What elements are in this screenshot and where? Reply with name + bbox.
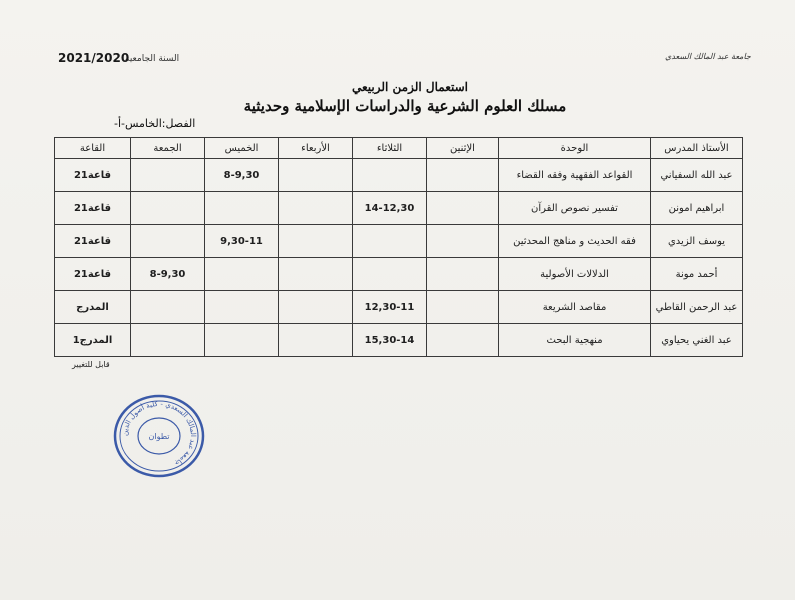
header-tuesday: الثلاثاء — [353, 138, 427, 159]
table-row — [55, 192, 743, 225]
room-cell: المدرج1 — [55, 324, 131, 357]
module-cell: مقاصد الشريعة — [499, 291, 651, 324]
module-cell: منهجية البحث — [499, 324, 651, 357]
table-row — [55, 258, 743, 291]
friday-cell — [131, 225, 205, 258]
teacher-cell: عبد الرحمن القاطي — [651, 291, 743, 324]
header-friday: الجمعة — [131, 138, 205, 159]
friday-cell — [131, 159, 205, 192]
thursday-cell: 8-9,30 — [205, 159, 279, 192]
module-cell: تفسير نصوص القرآن — [499, 192, 651, 225]
table-row — [55, 291, 743, 324]
teacher-cell: ابراهيم امونن — [651, 192, 743, 225]
thursday-cell — [205, 291, 279, 324]
semester-section-label: الفصل:الخامس-أ- — [114, 117, 196, 130]
module-cell: الدلالات الأصولية — [499, 258, 651, 291]
header-thursday: الخميس — [205, 138, 279, 159]
monday-cell — [427, 159, 499, 192]
title-line-1: استعمال الزمن الربيعي — [351, 80, 468, 94]
wednesday-cell — [279, 159, 353, 192]
monday-cell — [427, 258, 499, 291]
thursday-cell: 9,30-11 — [205, 225, 279, 258]
table-row — [55, 225, 743, 258]
wednesday-cell — [279, 192, 353, 225]
official-stamp — [111, 392, 207, 480]
friday-cell — [131, 192, 205, 225]
friday-cell: 8-9,30 — [131, 258, 205, 291]
tuesday-cell — [353, 225, 427, 258]
wednesday-cell — [279, 324, 353, 357]
room-cell: قاعة21 — [55, 159, 131, 192]
teacher-cell: يوسف الزيدي — [651, 225, 743, 258]
friday-cell — [131, 291, 205, 324]
academic-year-label: السنة الجامعية — [125, 54, 180, 64]
table-row — [55, 159, 743, 192]
wednesday-cell — [279, 225, 353, 258]
friday-cell — [131, 324, 205, 357]
table-row — [55, 324, 743, 357]
monday-cell — [427, 225, 499, 258]
wednesday-cell — [279, 258, 353, 291]
monday-cell — [427, 192, 499, 225]
subject-to-change-note: قابل للتغيير — [72, 360, 110, 369]
tuesday-cell — [353, 159, 427, 192]
university-name: جامعة عبد المالك السعدي — [665, 52, 751, 61]
wednesday-cell — [279, 291, 353, 324]
tuesday-cell: 12,30-11 — [353, 291, 427, 324]
module-cell: القواعد الفقهية وفقه القضاء — [499, 159, 651, 192]
thursday-cell — [205, 258, 279, 291]
academic-year-value: 2021/2020 — [58, 51, 130, 65]
header-module: الوحدة — [499, 138, 651, 159]
title-line-2: مسلك العلوم الشرعية والدراسات الإسلامية وحديثية — [243, 97, 567, 115]
header-monday: الإثنين — [427, 138, 499, 159]
thursday-cell — [205, 192, 279, 225]
room-cell: قاعة21 — [55, 192, 131, 225]
header-teacher: الأستاذ المدرس — [651, 138, 743, 159]
header-room: القاعة — [55, 138, 131, 159]
teacher-cell: أحمد مونة — [651, 258, 743, 291]
monday-cell — [427, 291, 499, 324]
monday-cell — [427, 324, 499, 357]
teacher-cell: عبد الله السفياني — [651, 159, 743, 192]
stamp-center-text: تطوان — [148, 432, 170, 441]
tuesday-cell: 15,30-14 — [353, 324, 427, 357]
module-cell: فقه الحديث و مناهج المحدثين — [499, 225, 651, 258]
room-cell: المدرج — [55, 291, 131, 324]
tuesday-cell — [353, 258, 427, 291]
schedule-table — [54, 137, 743, 357]
table-header-row — [55, 138, 743, 159]
room-cell: قاعة21 — [55, 225, 131, 258]
header-wednesday: الأربعاء — [279, 138, 353, 159]
tuesday-cell: 14-12,30 — [353, 192, 427, 225]
stamp-ring-text: جامعة عبد المالك السعدي - كلية أصول الدين — [120, 399, 198, 468]
room-cell: قاعة21 — [55, 258, 131, 291]
thursday-cell — [205, 324, 279, 357]
teacher-cell: عبد الغني يحياوي — [651, 324, 743, 357]
